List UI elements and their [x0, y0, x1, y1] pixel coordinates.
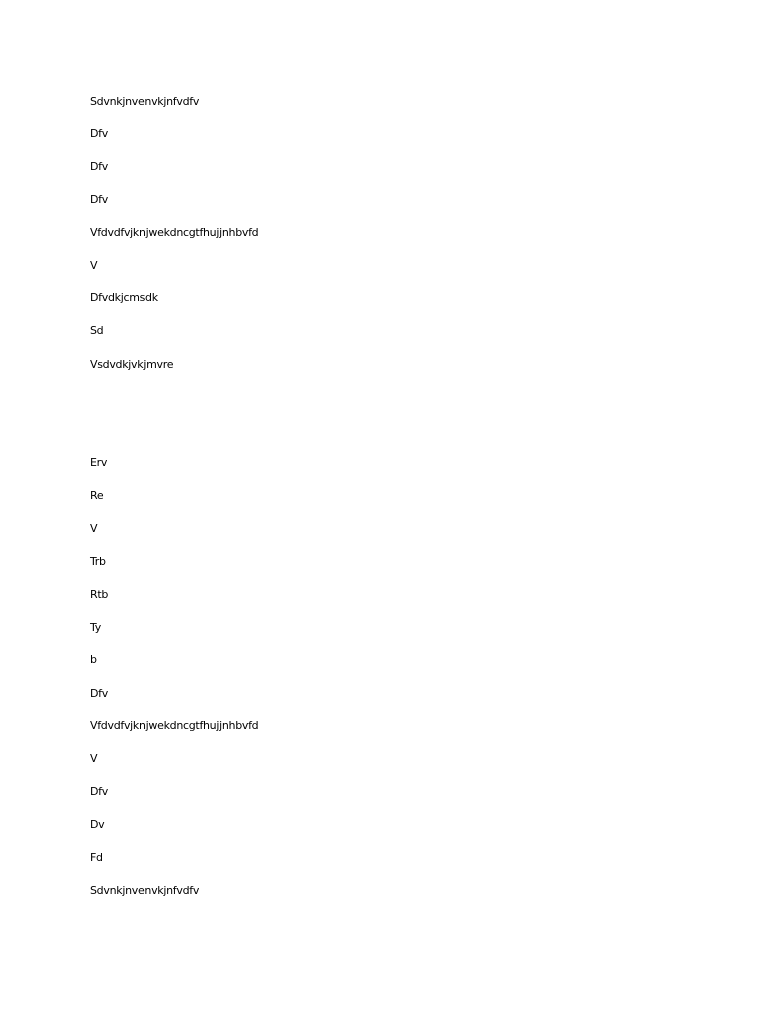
text-line: b — [90, 653, 97, 666]
text-line: Ty — [90, 621, 101, 634]
text-line: Sd — [90, 324, 104, 337]
text-line: V — [90, 752, 98, 765]
text-line: V — [90, 259, 98, 272]
text-line: Dv — [90, 818, 105, 831]
text-line: Dfv — [90, 193, 108, 206]
text-line: Dfv — [90, 127, 108, 140]
text-line: V — [90, 522, 98, 535]
text-line: Re — [90, 489, 104, 502]
text-line: Vfdvdfvjknjwekdncgtfhujjnhbvfd — [90, 226, 259, 239]
text-line: Vsdvdkjvkjmvre — [90, 358, 174, 371]
text-line: Sdvnkjnvenvkjnfvdfv — [90, 95, 200, 108]
text-line: Dfv — [90, 160, 108, 173]
text-line: Dfvdkjcmsdk — [90, 291, 158, 304]
text-line: Dfv — [90, 687, 108, 700]
text-line: Dfv — [90, 785, 108, 798]
text-line: Erv — [90, 456, 108, 469]
text-line: Sdvnkjnvenvkjnfvdfv — [90, 884, 200, 897]
text-line: Fd — [90, 851, 103, 864]
text-line: Trb — [90, 555, 106, 568]
text-line: Vfdvdfvjknjwekdncgtfhujjnhbvfd — [90, 719, 259, 732]
text-line: Rtb — [90, 588, 109, 601]
